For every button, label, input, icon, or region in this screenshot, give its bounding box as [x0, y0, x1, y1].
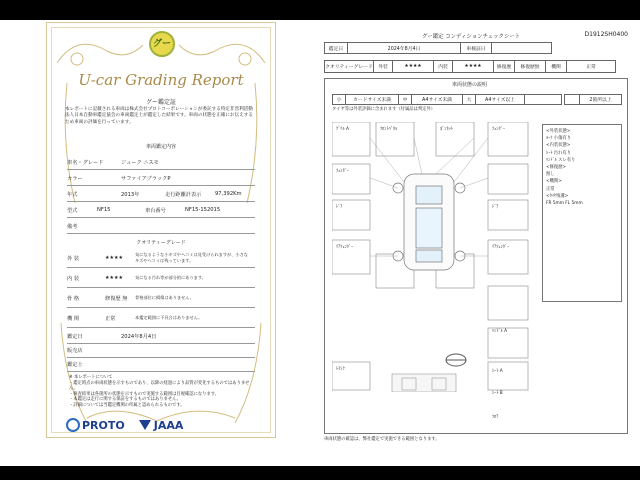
grading-certificate [46, 22, 276, 438]
label-rear-fender-right: ﾘｱﾌｪﾝﾀﾞｰ [492, 245, 510, 250]
sheet-id: D1912SH0400 [584, 31, 628, 38]
quality-row-engine: 機 関 正常 本鑑定範囲に不具合はありません。 [67, 309, 255, 328]
state-title: 車両状態の説明 [452, 82, 488, 88]
jaaa-logo: JAAA [139, 419, 184, 432]
label-seat-b: ｼｰﾄ B [492, 391, 503, 396]
label-trunk: ﾄﾗﾝｸ [336, 367, 345, 372]
label-front-panel: ﾌﾛﾝﾄﾊﾟﾈﾙ [380, 127, 398, 132]
vehicle-row-color: カラー サファイアブラックP [67, 171, 255, 186]
label-rear-fender-left: ﾘｱﾌｪﾝﾀﾞｰ [336, 245, 354, 250]
vehicle-section-title: 車両鑑定内容 [145, 144, 176, 150]
label-front-grille: ｸﾞﾘﾙ A [336, 127, 349, 132]
certificate-title: U-car Grading Report [78, 71, 244, 89]
vehicle-row-model: 型式 NF15 車台番号 NF15-152015 [67, 203, 255, 218]
label-fender-right: ﾌｪﾝﾀﾞｰ [492, 127, 505, 132]
vehicle-row-remarks: 備考 [67, 219, 255, 234]
proto-mark-icon [66, 418, 80, 432]
legend-size-row: 小 カードサイズ未満 中 A4サイズ未満 大 A4サイズ以上 [332, 94, 562, 105]
certificate-notes: ※ 本レポートについて ・鑑定時点の車両状態を示すものであり、以降の経過により品質が変化するものではありません。 ・検査結果は各箇所の状態を示すもので実施する範囲は目視確認になります。 ・本鑑定は走行に関する保証をするものではありません。 ・詳細については当鑑定機関の所属と認められるものです。 [69, 375, 250, 408]
side-notes: <外装状態> ﾙｰﾌ 小傷有り <内装状態> ｼｰﾄ 汚れ有り ﾊﾝﾄﾞﾙ スレ有り <修復歴> 無し <機関> 正常 <ﾀｲﾔ残溝> FR 5mm FL 5mm [546, 129, 583, 207]
vehicle-row-name: 車名・グレード ジューク ニスモ [67, 155, 255, 170]
bottom-black-bar [0, 466, 640, 480]
top-black-bar [0, 0, 640, 20]
proto-logo: PROTO [66, 418, 125, 432]
label-steering: ﾊﾝﾄﾞﾙ A [492, 329, 508, 334]
label-seat-a: ｼｰﾄ A [492, 369, 503, 374]
quality-row-interior: 内 装 ★★★★ 気になる汚れ等が部分的にあります。 [67, 269, 255, 288]
vehicle-damage-diagram [332, 122, 542, 392]
sheet-date-row: 鑑定日 2024年8月4日 車検証日 [324, 42, 552, 54]
sheet-caption: 車両状態の確認は、弊社鑑定で実施できる範囲となります。 [324, 437, 440, 442]
label-floor: ﾌﾛｱ [492, 415, 499, 420]
label-bonnet: ﾎﾞﾝﾈｯﾄ [440, 127, 453, 132]
store-row: 販売店 [67, 343, 255, 358]
appraiser-row: 鑑定士 [67, 357, 255, 372]
partner-logos [66, 418, 183, 432]
goo-emblem-logo: グー [149, 31, 175, 57]
vehicle-row-year: 年式 2013年 走行距離計表示 97,392Km [67, 187, 255, 202]
quality-section-title: クオリティーグレード [136, 240, 186, 246]
label-door-left: ﾄﾞｱ [336, 205, 343, 210]
jaaa-mark-icon [139, 420, 151, 430]
label-fender-left: ﾌｪﾝﾀﾞｰ [336, 169, 349, 174]
legend-note: タイヤ等は外装評価に含まれます（付属品は判定外） [332, 107, 436, 112]
label-door-right: ﾄﾞｱ [492, 205, 499, 210]
certificate-subtitle: グー鑑定証 [145, 99, 176, 106]
condition-check-sheet [318, 28, 634, 440]
quality-row-exterior: 外 装 ★★★★ 気になるような小キズやヘコミは見受けられますが、小さなキズやヘコミは残っています。 [67, 249, 255, 268]
appraisal-date-row: 鑑定日 2024年8月4日 [67, 329, 255, 344]
sheet-grade-row: クオリティーグレード 外装 ★★★★ 内装 ★★★★ 修復歴 修復歴無 機関 正常 [324, 60, 616, 73]
sheet-title: グー鑑定 コンディションチェックシート [422, 34, 521, 40]
certificate-intro: 本レポートに記載される車両は株式会社プロトコーポレーションが委託する特定非営利活動法人日本自動車鑑定協会の車両鑑定士が鑑定した結果です。車両の状態を正確にお伝えするため車両の評価を行っています。 [65, 107, 253, 125]
quality-row-frame: 骨 格 修復歴 無 骨格部位に損傷はありません。 [67, 289, 255, 308]
legend-count: 2箇所以上 [564, 94, 622, 105]
